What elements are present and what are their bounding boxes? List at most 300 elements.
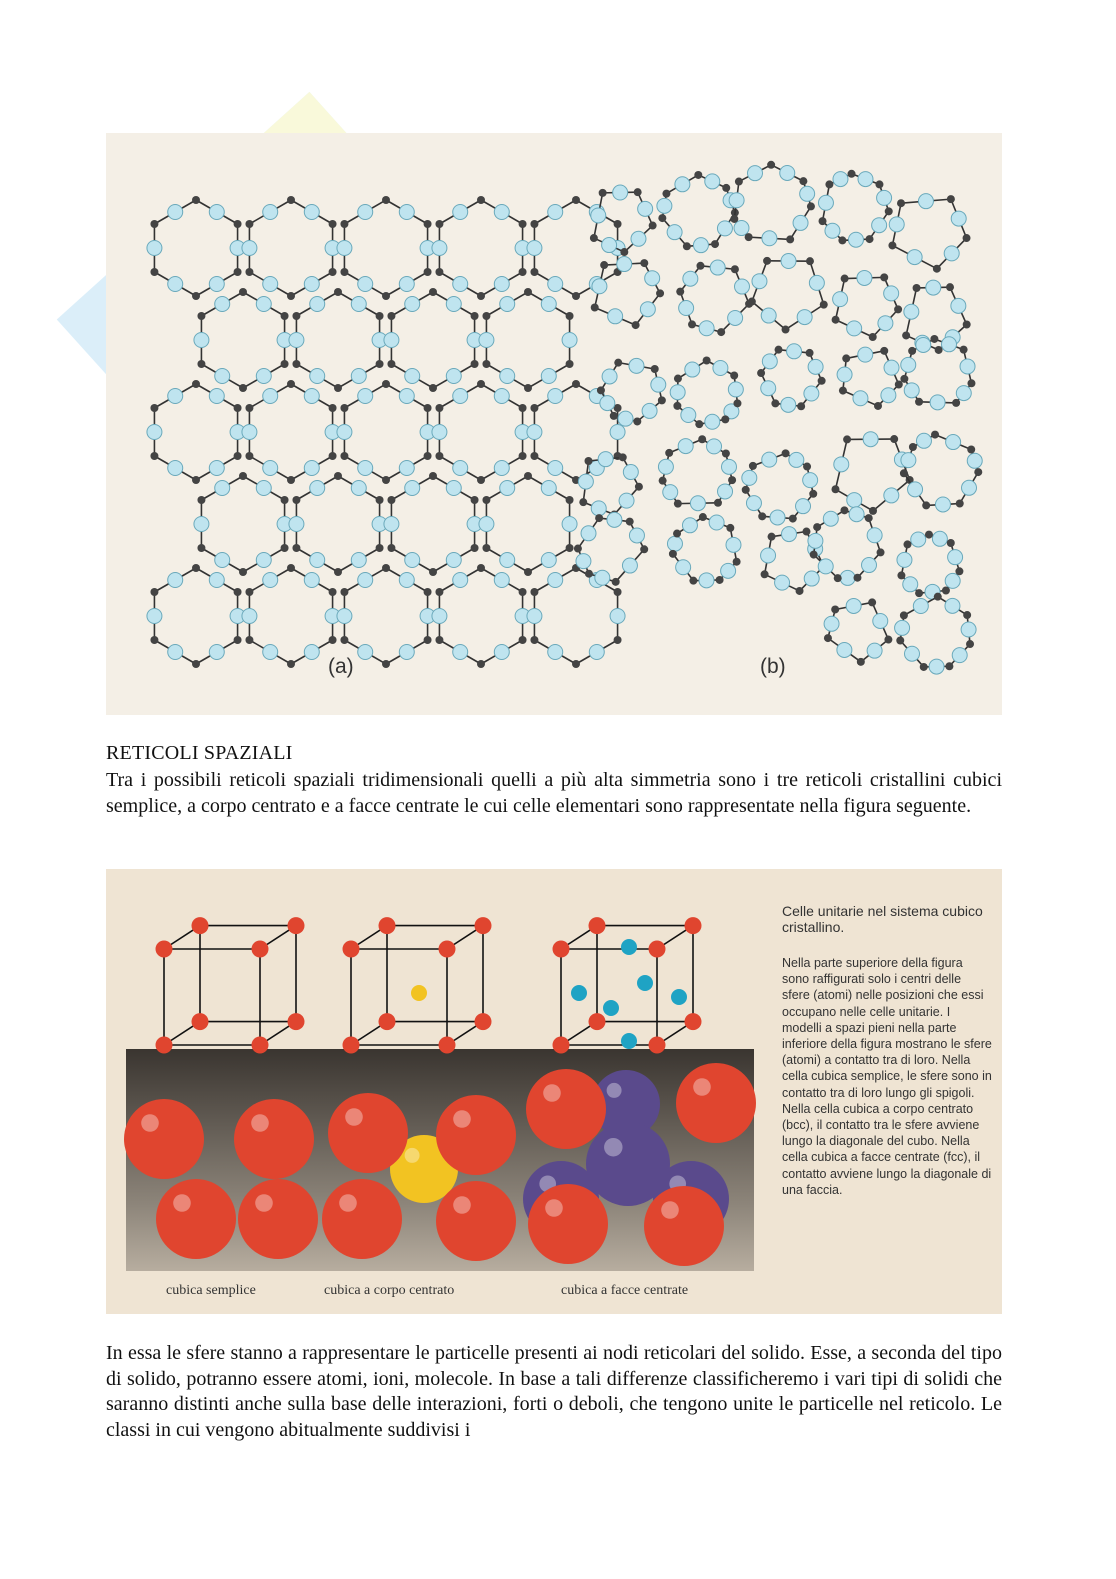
label-simple-cubic: cubica semplice: [166, 1283, 256, 1298]
silicon-atom: [245, 452, 253, 460]
silicon-atom: [634, 188, 642, 196]
oxygen-atom: [658, 459, 673, 474]
oxygen-atom: [895, 620, 910, 635]
silicon-atom: [435, 220, 443, 228]
oxygen-atom: [752, 274, 767, 289]
oxygen-atom: [358, 645, 373, 660]
silicon-atom: [894, 305, 902, 313]
silicon-atom: [730, 372, 738, 380]
oxygen-atom: [595, 570, 610, 585]
corner-atom: [685, 917, 702, 934]
oxygen-atom: [541, 297, 556, 312]
crystalline-lattice: [147, 196, 625, 668]
oxygen-atom: [961, 622, 976, 637]
silicon-atom: [789, 515, 797, 523]
oxygen-atom: [432, 425, 447, 440]
silicon-atom: [676, 288, 684, 296]
oxygen-atom: [762, 354, 777, 369]
silicon-atom: [656, 289, 664, 297]
silicon-atom: [435, 404, 443, 412]
silicon-atom: [292, 360, 300, 368]
silicon-atom: [519, 404, 527, 412]
silicon-atom: [947, 195, 955, 203]
silicon-atom: [600, 261, 608, 269]
oxygen-atom: [576, 554, 591, 569]
silicon-atom: [897, 571, 905, 579]
silicon-atom: [376, 496, 384, 504]
oxygen-atom: [878, 316, 893, 331]
silicon-atom: [477, 476, 485, 484]
silicon-atom: [482, 496, 490, 504]
silicon-atom: [877, 548, 885, 556]
oxygen-atom: [527, 241, 542, 256]
center-atom: [411, 985, 427, 1001]
oxygen-atom: [889, 217, 904, 232]
silicon-atom: [387, 312, 395, 320]
sphere-fcc-corner: [644, 1186, 724, 1266]
oxygen-atom: [916, 337, 931, 352]
silicon-atom: [424, 452, 432, 460]
silicon-atom: [376, 544, 384, 552]
silicon-atom: [841, 275, 849, 283]
oxygen-atom: [873, 613, 888, 628]
silicon-atom: [722, 184, 730, 192]
oxygen-atom: [884, 286, 899, 301]
silicon-atom: [292, 496, 300, 504]
corner-atom: [379, 1013, 396, 1030]
silicon-atom: [595, 514, 603, 522]
oxygen-atom: [600, 396, 615, 411]
silicon-atom: [334, 384, 342, 392]
oxygen-atom: [960, 359, 975, 374]
corner-atom: [288, 917, 305, 934]
silicon-atom: [669, 550, 677, 558]
oxygen-atom: [256, 369, 271, 384]
silicon-atom: [471, 496, 479, 504]
corner-atom: [252, 941, 269, 958]
oxygen-atom: [591, 501, 606, 516]
oxygen-atom: [289, 333, 304, 348]
oxygen-atom: [548, 277, 563, 292]
oxygen-atom: [770, 510, 785, 525]
oxygen-atom: [562, 517, 577, 532]
oxygen-atom: [833, 292, 848, 307]
oxygen-atom: [803, 473, 818, 488]
oxygen-atom: [846, 598, 861, 613]
oxygen-atom: [742, 470, 757, 485]
silicon-atom: [239, 568, 247, 576]
oxygen-atom: [903, 577, 918, 592]
oxygen-atom: [263, 573, 278, 588]
silicon-atom: [802, 528, 810, 536]
silicon-atom: [875, 180, 883, 188]
silicon-atom: [633, 417, 641, 425]
lattice-figure: [106, 133, 1002, 715]
oxygen-atom: [494, 573, 509, 588]
oxygen-atom: [713, 361, 728, 376]
silicon-atom: [722, 450, 730, 458]
oxygen-atom: [834, 457, 849, 472]
oxygen-atom: [690, 496, 705, 511]
oxygen-atom: [884, 360, 899, 375]
silicon-atom: [585, 570, 593, 578]
oxygen-atom: [667, 225, 682, 240]
silicon-atom: [735, 178, 743, 186]
oxygen-atom: [780, 165, 795, 180]
oxygen-atom: [913, 599, 928, 614]
corner-atom: [553, 1037, 570, 1054]
silicon-atom: [952, 399, 960, 407]
silicon-atom: [880, 347, 888, 355]
oxygen-atom: [837, 642, 852, 657]
oxygen-atom: [215, 481, 230, 496]
oxygen-atom: [494, 277, 509, 292]
oxygen-atom: [853, 391, 868, 406]
oxygen-atom: [591, 208, 606, 223]
silicon-atom: [234, 220, 242, 228]
silicon-atom: [435, 588, 443, 596]
silicon-atom: [281, 496, 289, 504]
oxygen-atom: [833, 172, 848, 187]
silicon-atom: [387, 360, 395, 368]
oxygen-atom: [337, 241, 352, 256]
silicon-atom: [868, 598, 876, 606]
silicon-atom: [382, 380, 390, 388]
silicon-atom: [424, 404, 432, 412]
oxygen-atom: [867, 643, 882, 658]
silicon-atom: [857, 658, 865, 666]
oxygen-atom: [904, 646, 919, 661]
oxygen-atom: [946, 435, 961, 450]
oxygen-atom: [840, 570, 855, 585]
oxygen-atom: [384, 333, 399, 348]
oxygen-atom: [808, 533, 823, 548]
silicon-atom: [334, 568, 342, 576]
oxygen-atom: [209, 277, 224, 292]
silicon-atom: [865, 514, 873, 522]
oxygen-atom: [705, 414, 720, 429]
silicon-atom: [890, 435, 898, 443]
oxygen-atom: [215, 369, 230, 384]
oxygen-atom: [681, 408, 696, 423]
oxygen-atom: [399, 389, 414, 404]
oxygen-atom: [351, 481, 366, 496]
silicon-atom: [689, 577, 697, 585]
oxygen-atom: [761, 308, 776, 323]
silicon-atom: [695, 420, 703, 428]
oxygen-atom: [541, 481, 556, 496]
oxygen-atom: [399, 573, 414, 588]
oxygen-atom: [432, 609, 447, 624]
silicon-atom: [640, 259, 648, 267]
silicon-atom: [197, 544, 205, 552]
oxygen-atom: [602, 238, 617, 253]
oxygen-atom: [548, 389, 563, 404]
silicon-atom: [733, 399, 741, 407]
oxygen-atom: [849, 507, 864, 522]
oxygen-atom: [663, 485, 678, 500]
oxygen-atom: [631, 231, 646, 246]
oxygen-atom: [796, 499, 811, 514]
oxygen-atom: [761, 381, 776, 396]
silicon-atom: [530, 588, 538, 596]
oxygen-atom: [907, 250, 922, 265]
silicon-atom: [796, 587, 804, 595]
corner-atom: [192, 1013, 209, 1030]
silicon-atom: [717, 328, 725, 336]
silicon-atom: [584, 457, 592, 465]
oxygen-atom: [904, 304, 919, 319]
silicon-atom: [376, 360, 384, 368]
label-crystalline: (a): [328, 655, 354, 678]
lattice-diagram: [106, 133, 1002, 715]
corner-atom: [439, 1037, 456, 1054]
silicon-atom: [340, 452, 348, 460]
corner-atom: [649, 1037, 666, 1054]
oxygen-atom: [640, 302, 655, 317]
oxygen-atom: [729, 193, 744, 208]
oxygen-atom: [734, 221, 749, 236]
oxygen-atom: [399, 277, 414, 292]
oxygen-atom: [705, 174, 720, 189]
oxygen-atom: [242, 609, 257, 624]
silicon-atom: [716, 576, 724, 584]
silicon-atom: [530, 220, 538, 228]
oxygen-atom: [541, 553, 556, 568]
silicon-atom: [659, 477, 667, 485]
silicon-atom: [572, 660, 580, 668]
oxygen-atom: [541, 369, 556, 384]
oxygen-atom: [825, 223, 840, 238]
silicon-atom: [897, 199, 905, 207]
oxygen-atom: [494, 205, 509, 220]
silicon-atom: [334, 472, 342, 480]
oxygen-atom: [242, 425, 257, 440]
oxygen-atom: [781, 397, 796, 412]
silicon-atom: [665, 449, 673, 457]
silicon-atom: [947, 539, 955, 547]
silicon-atom: [614, 220, 622, 228]
silicon-atom: [874, 402, 882, 410]
silicon-atom: [150, 588, 158, 596]
oxygen-atom: [337, 609, 352, 624]
simple-cubic-cell: [156, 917, 305, 1053]
silicon-atom: [382, 564, 390, 572]
oxygen-atom: [194, 333, 209, 348]
oxygen-atom: [847, 493, 862, 508]
silicon-atom: [614, 636, 622, 644]
oxygen-atom: [304, 645, 319, 660]
oxygen-atom: [592, 279, 607, 294]
silicon-atom: [245, 636, 253, 644]
silicon-atom: [150, 452, 158, 460]
oxygen-atom: [527, 425, 542, 440]
silicon-atom: [674, 375, 682, 383]
oxygen-atom: [930, 395, 945, 410]
oxygen-atom: [824, 616, 839, 631]
silicon-atom: [197, 360, 205, 368]
silicon-atom: [915, 398, 923, 406]
silicon-atom: [842, 354, 850, 362]
oxygen-atom: [263, 205, 278, 220]
oxygen-atom: [863, 432, 878, 447]
silicon-atom: [599, 189, 607, 197]
oxygen-atom: [168, 573, 183, 588]
silicon-atom: [703, 357, 711, 365]
silicon-atom: [429, 384, 437, 392]
silicon-atom: [612, 578, 620, 586]
silicon-atom: [329, 452, 337, 460]
silicon-atom: [733, 558, 741, 566]
oxygen-atom: [945, 573, 960, 588]
oxygen-atom: [453, 277, 468, 292]
silicon-atom: [658, 396, 666, 404]
oxygen-atom: [645, 271, 660, 286]
silicon-atom: [519, 588, 527, 596]
silicon-atom: [909, 443, 917, 451]
silicon-atom: [150, 636, 158, 644]
silicon-atom: [524, 568, 532, 576]
oxygen-atom: [358, 461, 373, 476]
silicon-atom: [942, 586, 950, 594]
silicon-atom: [960, 346, 968, 354]
silicon-atom: [635, 483, 643, 491]
silicon-atom: [626, 518, 634, 526]
oxygen-atom: [310, 481, 325, 496]
silicon-atom: [763, 257, 771, 265]
silicon-atom: [239, 472, 247, 480]
silicon-atom: [908, 347, 916, 355]
oxygen-atom: [446, 481, 461, 496]
oxygen-atom: [337, 425, 352, 440]
silicon-atom: [566, 360, 574, 368]
sphere-fcc-corner: [528, 1184, 608, 1264]
silicon-atom: [340, 268, 348, 276]
silicon-atom: [767, 161, 775, 169]
oxygen-atom: [310, 369, 325, 384]
silicon-atom: [853, 574, 861, 582]
silicon-atom: [806, 257, 814, 265]
oxygen-atom: [446, 553, 461, 568]
oxygen-atom: [945, 598, 960, 613]
oxygen-atom: [607, 512, 622, 527]
silicon-atom: [197, 496, 205, 504]
oxygen-atom: [693, 238, 708, 253]
silicon-atom: [382, 196, 390, 204]
oxygen-atom: [405, 553, 420, 568]
oxygen-atom: [209, 205, 224, 220]
oxygen-atom: [602, 369, 617, 384]
silicon-atom: [714, 499, 722, 507]
oxygen-atom: [562, 333, 577, 348]
silicon-atom: [245, 588, 253, 596]
silicon-atom: [524, 384, 532, 392]
silicon-atom: [572, 380, 580, 388]
center-atom: [621, 939, 637, 955]
oxygen-atom: [908, 482, 923, 497]
oxygen-atom: [682, 518, 697, 533]
oxygen-atom: [823, 511, 838, 526]
silicon-atom: [946, 283, 954, 291]
silicon-atom: [424, 636, 432, 644]
silicon-atom: [287, 380, 295, 388]
silicon-atom: [387, 496, 395, 504]
oxygen-atom: [916, 433, 931, 448]
oxygen-atom: [304, 277, 319, 292]
oxygen-atom: [782, 527, 797, 542]
silicon-atom: [429, 568, 437, 576]
oxygen-atom: [721, 563, 736, 578]
silicon-atom: [838, 236, 846, 244]
silicon-atom: [435, 452, 443, 460]
silicon-atom: [742, 486, 750, 494]
silicon-atom: [239, 288, 247, 296]
silicon-atom: [900, 469, 908, 477]
oxygen-atom: [479, 517, 494, 532]
corner-atom: [156, 941, 173, 958]
oxygen-atom: [446, 297, 461, 312]
oxygen-atom: [762, 452, 777, 467]
silicon-atom: [471, 360, 479, 368]
silicon-atom: [956, 500, 964, 508]
silicon-atom: [572, 292, 580, 300]
silicon-atom: [245, 220, 253, 228]
oxygen-atom: [867, 528, 882, 543]
silicon-atom: [192, 292, 200, 300]
sphere-bcc-corner: [322, 1179, 402, 1259]
silicon-atom: [651, 365, 659, 373]
oxygen-atom: [358, 389, 373, 404]
silicon-atom: [848, 170, 856, 178]
oxygen-atom: [670, 385, 685, 400]
label-bcc: cubica a corpo centrato: [324, 1283, 455, 1298]
silicon-atom: [530, 268, 538, 276]
oxygen-atom: [667, 536, 682, 551]
oxygen-atom: [500, 369, 515, 384]
corner-atom: [649, 941, 666, 958]
silicon-atom: [579, 498, 587, 506]
corner-atom: [156, 1037, 173, 1054]
oxygen-atom: [494, 461, 509, 476]
oxygen-atom: [699, 321, 714, 336]
oxygen-atom: [847, 321, 862, 336]
oxygen-atom: [897, 552, 912, 567]
oxygen-atom: [858, 172, 873, 187]
silicon-atom: [340, 588, 348, 596]
silicon-atom: [524, 288, 532, 296]
oxygen-atom: [256, 297, 271, 312]
oxygen-atom: [623, 465, 638, 480]
silicon-atom: [694, 171, 702, 179]
oxygen-atom: [781, 253, 796, 268]
oxygen-atom: [358, 277, 373, 292]
silicon-atom: [192, 564, 200, 572]
paragraph-intro: Tra i possibili reticoli spaziali tridimensionali quelli a più alta simmetria sono i tre reticoli cristallini cubici semplice, a corpo centrato e a facce centrate le cui celle elementari sono rappresentate nella figura seguente.: [106, 769, 1002, 817]
oxygen-atom: [256, 553, 271, 568]
oxygen-atom: [351, 297, 366, 312]
silicon-atom: [818, 377, 826, 385]
silicon-atom: [920, 663, 928, 671]
silicon-atom: [731, 265, 739, 273]
silicon-atom: [632, 321, 640, 329]
label-amorphous: (b): [760, 655, 786, 678]
oxygen-atom: [618, 411, 633, 426]
silicon-atom: [192, 380, 200, 388]
oxygen-atom: [432, 241, 447, 256]
silicon-atom: [933, 265, 941, 273]
oxygen-atom: [608, 309, 623, 324]
oxygen-atom: [453, 205, 468, 220]
